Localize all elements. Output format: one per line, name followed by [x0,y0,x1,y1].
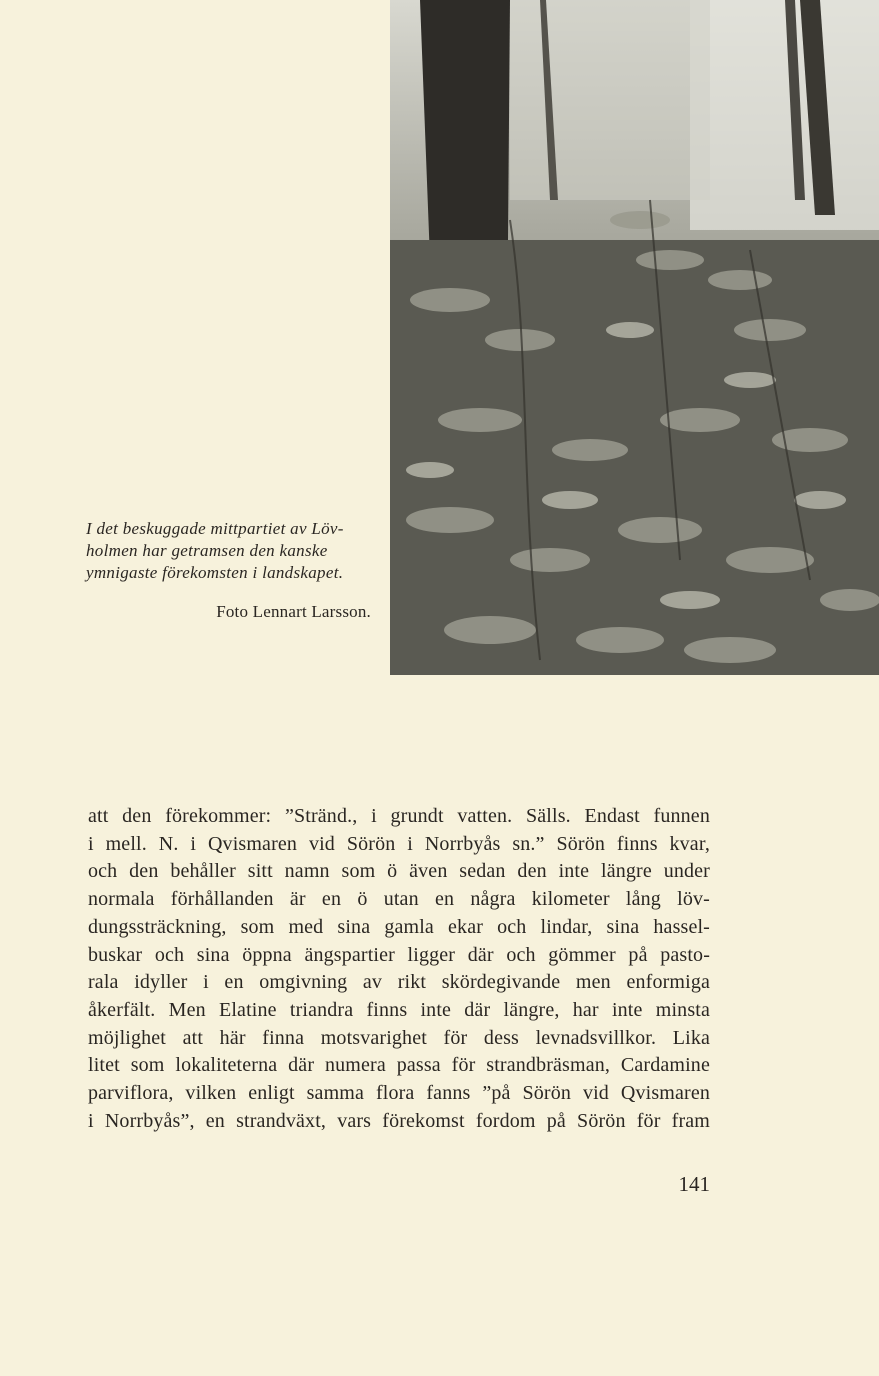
caption-line: I det beskuggade mittpartiet av Löv- [86,519,344,538]
body-paragraph [88,803,710,1135]
text-line: i mell. N. i Qvismaren vid Sörön i Norrbyås sn.” Sörön finns kvar, [88,832,710,855]
photo-caption [86,518,371,584]
text-line: i Norrbyås”, en strandväxt, vars förekomst fordom på Sörön för fram [88,1109,710,1132]
forest-fern-photo [390,0,879,675]
caption-line: ymnigaste förekomsten i landskapet. [86,563,344,582]
text-line: parviflora, vilken enligt samma flora fanns ”på Sörön vid Qvismaren [88,1082,710,1105]
text-line: att den förekommer: ”Stränd., i grundt vatten. Sälls. Endast funnen [88,805,710,827]
text-line: dungssträckning, som med sina gamla ekar och lindar, sina hassel- [88,915,710,938]
text-line: buskar och sina öppna ängspartier ligger där och gömmer på pasto- [88,943,710,966]
page-number: 141 [678,1172,710,1196]
text-line: och den behåller sitt namn som ö även sedan den inte längre under [88,860,710,883]
text-line: normala förhållanden är en ö utan en några kilometer lång löv- [88,888,710,911]
photo-credit: Foto Lennart Larsson. [216,602,371,621]
text-line: åkerfält. Men Elatine triandra finns inte där längre, har inte minsta [88,998,710,1021]
text-line: litet som lokaliteterna där numera passa för strandbräsman, Cardamine [88,1054,710,1077]
caption-line: holmen har getramsen den kanske [86,541,328,560]
text-line: möjlighet att här finna motsvarighet för dess levnadsvillkor. Lika [88,1026,710,1049]
text-line: rala idyller i en omgivning av rikt skördegivande men enformiga [88,971,710,994]
